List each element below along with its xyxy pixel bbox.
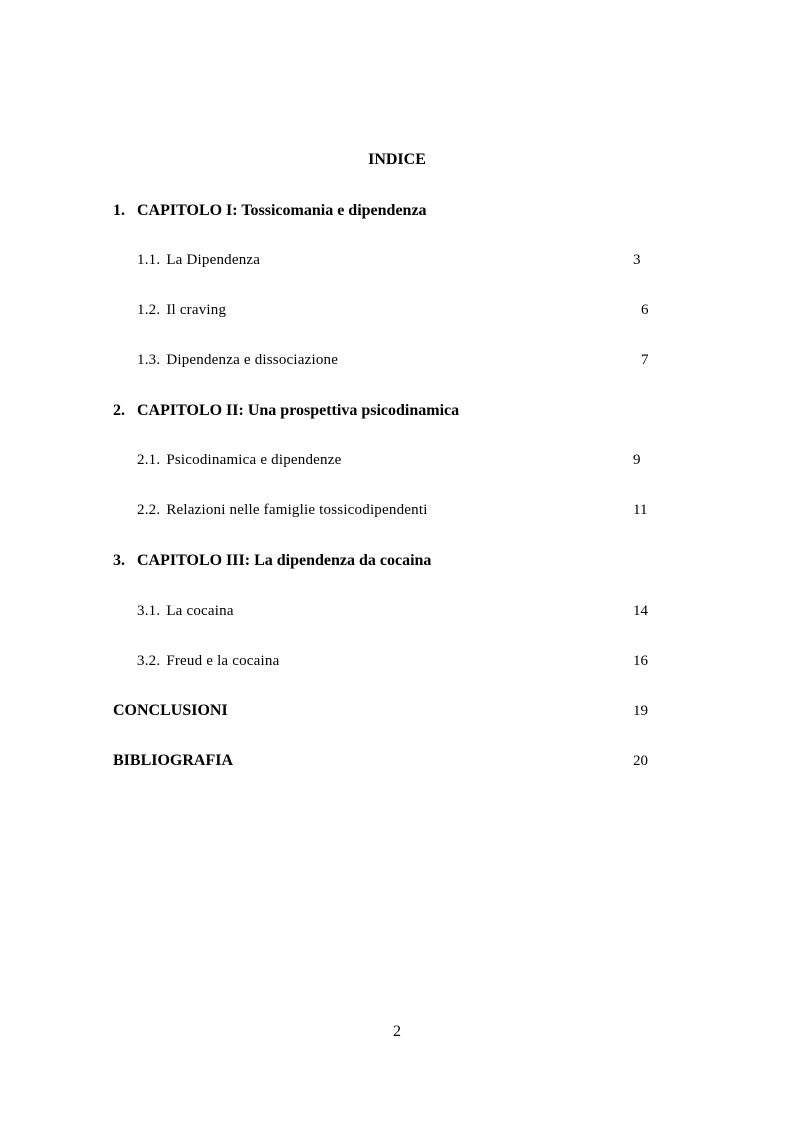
bibliography-page-number: 20: [633, 753, 648, 769]
section-number: 3.2.: [137, 653, 161, 669]
section-title: Freud e la cocaina: [166, 653, 280, 669]
section-title: La cocaina: [166, 603, 234, 619]
toc-chapter-3: [113, 550, 431, 572]
toc-section-1-2: [137, 299, 226, 321]
conclusions-page-number: 19: [633, 703, 648, 719]
chapter-number: 3.: [113, 552, 125, 569]
chapter-title: CAPITOLO III: La dipendenza da cocaina: [137, 552, 432, 569]
toc-chapter-2: [113, 400, 459, 422]
section-page-number: 16: [633, 653, 648, 669]
section-page-number: 7: [641, 352, 649, 368]
toc-section-2-2: [137, 499, 428, 521]
section-page-number: 14: [633, 603, 648, 619]
section-title: La Dipendenza: [166, 252, 261, 268]
bibliography-title: BIBLIOGRAFIA: [113, 752, 234, 769]
section-page-number: 11: [633, 502, 648, 518]
chapter-number: 1.: [113, 202, 125, 219]
section-page-number: 3: [633, 252, 641, 268]
section-number: 1.1.: [137, 252, 161, 268]
section-title: Dipendenza e dissociazione: [166, 352, 339, 368]
section-number: 1.3.: [137, 352, 161, 368]
page-title: INDICE: [368, 151, 426, 168]
section-number: 1.2.: [137, 302, 161, 318]
section-page-number: 9: [633, 452, 641, 468]
toc-section-1-1: [137, 249, 260, 271]
section-number: 2.2.: [137, 502, 161, 518]
section-number: 3.1.: [137, 603, 161, 619]
chapter-title: CAPITOLO II: Una prospettiva psicodinamica: [137, 402, 460, 419]
section-number: 2.1.: [137, 452, 161, 468]
toc-section-2-1: [137, 449, 341, 471]
toc-bibliography: [113, 750, 233, 772]
section-title: Il craving: [166, 302, 227, 318]
section-title: Psicodinamica e dipendenze: [166, 452, 342, 468]
page-number: 2: [393, 1023, 401, 1040]
section-page-number: 6: [641, 302, 649, 318]
toc-section-3-1: [137, 600, 234, 622]
toc-section-3-2: [137, 650, 279, 672]
toc-conclusions: [113, 700, 228, 722]
chapter-number: 2.: [113, 402, 125, 419]
toc-chapter-1: [113, 200, 427, 222]
chapter-title: CAPITOLO I: Tossicomania e dipendenza: [137, 202, 427, 219]
conclusions-title: CONCLUSIONI: [113, 702, 228, 719]
section-title: Relazioni nelle famiglie tossicodipendenti: [166, 502, 428, 518]
toc-section-1-3: [137, 349, 338, 371]
